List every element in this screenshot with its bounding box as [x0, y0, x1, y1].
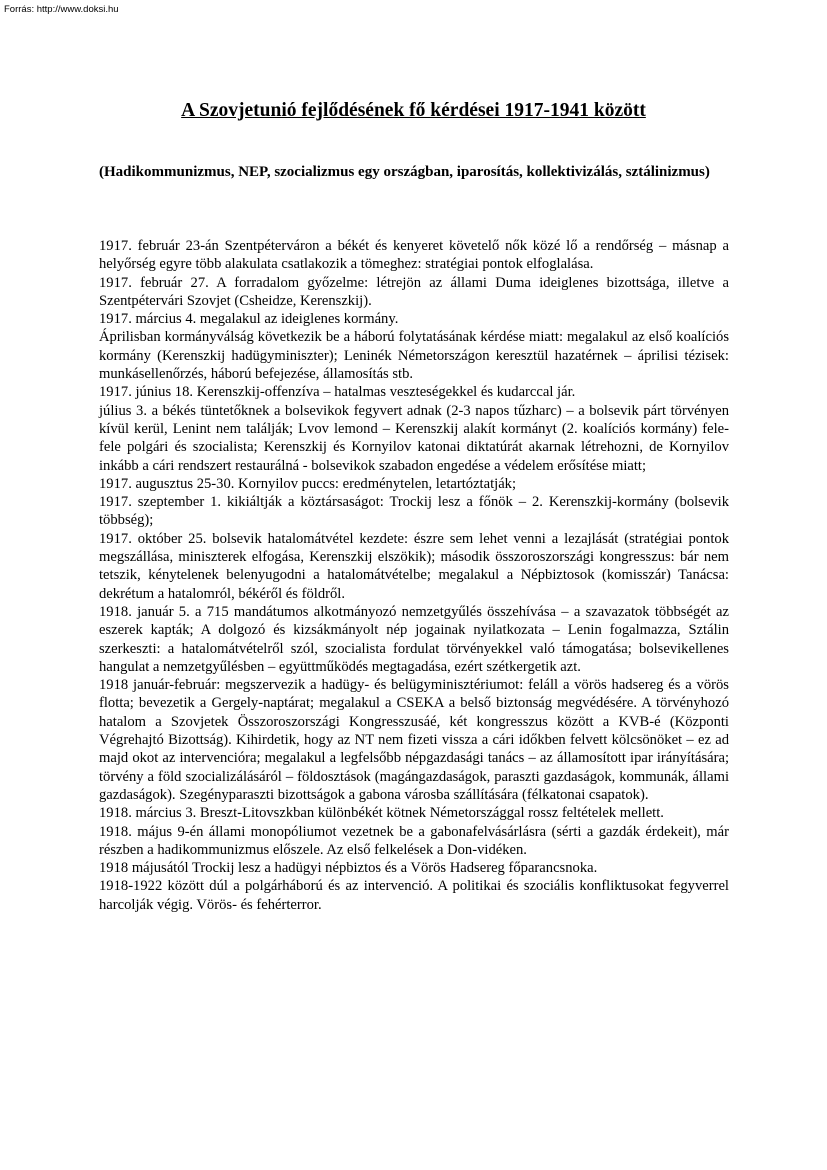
paragraph: Áprilisban kormányválság következik be a háború folytatásának kérdése miatt: megalakul az első koalíciós kormány (Kerenszkij hadügyminiszter); Leninék Németországon keresztül hazatérnek – áprilisi tézisek: munkásellenőrzés, háború befejezése, államosítás stb.	[99, 329, 729, 383]
paragraph: 1917. február 27. A forradalom győzelme: létrejön az állami Duma ideiglenes bizottsága, illetve a Szentpétervári Szovjet (Csheidze, Kerenszkij).	[99, 274, 729, 309]
paragraph: 1917. február 23-án Szentpéterváron a békét és kenyeret követelő nők közé lő a rendőrség – másnap a helyőrség egyre több alakulata csatlakozik a tömeghez: stratégiai pontok elfoglalása.	[99, 238, 729, 273]
paragraph: 1918-1922 között dúl a polgárháború és az intervenció. A politikai és szociális konfliktusokat fegyverrel harcolják végig. Vörös- és fehérterror.	[99, 878, 729, 913]
paragraph: 1918 január-február: megszervezik a hadügy- és belügyminisztériumot: feláll a vörös hadsereg és a vörös flotta; bevezetik a Gergely-naptárat; megalakul a CSEKA a belső biztonság megvédésére. A törvényhozó hatalom a Szovjetek Összoroszországi Kongresszusáé, két kongresszus között a KVB-é (Központi Végrehajtó Bizottság). Kihirdetik, hogy az NT nem fizeti vissza a cári időkben felvett kölcsönöket – ez ad majd okot az intervencióra; megalakul a legfelsőbb népgazdasági tanács – az államosított ipar irányítására; törvény a föld szocializálásáról – földosztások (magángazdaságok, paraszti gazdaságok, kommunák, állami gazdaságok). Szegényparaszti bizottságok a gabona városba szállítására (félkatonai csapatok).	[99, 677, 729, 803]
paragraph: 1918. március 3. Breszt-Litovszkban különbékét kötnek Németországgal rossz feltételek mellett.	[99, 805, 664, 822]
paragraph: 1918 májusától Trockij lesz a hadügyi népbiztos és a Vörös Hadsereg főparancsnoka.	[99, 860, 598, 877]
paragraph: 1917. március 4. megalakul az ideiglenes kormány.	[99, 311, 399, 328]
paragraph: 1917. október 25. bolsevik hatalomátvétel kezdete: észre sem lehet venni a lezajlását (stratégiai pontok megszállása, miniszterek elfogása, Kerenszkij elszökik); második összoroszországi kongresszus: bár nem tetszik, kénytelenek belenyugodni a hatalomátvételbe; megalakul a Népbiztosok (komisszár) Tanácsa: dekrétum a hatalomról, békéről és földről.	[99, 530, 729, 602]
paragraph: 1918. január 5. a 715 mandátumos alkotmányozó nemzetgyűlés összehívása – a szavazatok többségét az eszerek kapták; A dolgozó és kizsákmányolt nép jogainak nyilatkozata – Lenin fogalmazza, Sztálin szerkeszti: a hatalomátvételről szól, szocialista fordulat törvényekkel való támogatása; bolsevikellenes hangulat a nemzetgyűlésben – együttműködés megtagadása, ezért szétkergetik azt.	[99, 603, 729, 675]
document-body	[99, 237, 729, 914]
paragraph: 1917. június 18. Kerenszkij-offenzíva – hatalmas veszteségekkel és kudarccal jár.	[99, 384, 576, 401]
paragraph: 1917. augusztus 25-30. Kornyilov puccs: eredménytelen, letartóztatják;	[99, 475, 517, 492]
page-subtitle: (Hadikommunizmus, NEP, szocializmus egy országban, iparosítás, kollektivizálás, sztálinizmus)	[99, 164, 710, 180]
paragraph: július 3. a békés tüntetőknek a bolsevikok fegyvert adnak (2-3 napos tűzharc) – a bolsevik párt törvényen kívül kerül, Lenint nem találják; Lvov lemond – Kerenszkij alakít kormányt (2. koalíciós kormány) fele-fele polgári és szocialista; Kerenszkij és Kornyilov katonai diktatúrát akarnak létrehozni, de Kornyilov inkább a cári rendszert restaurálná - bolsevikok szabadon engedése a védelem erősítése miatt;	[99, 402, 729, 474]
paragraph: 1918. május 9-én állami monopóliumot vezetnek be a gabonafelvásárlásra (sérti a gazdák érdekeit), már részben a hadikommunizmus előszele. Az első felkelések a Don-vidéken.	[99, 823, 729, 858]
source-note: Forrás: http://www.doksi.hu	[4, 4, 119, 15]
page-title: A Szovjetunió fejlődésének fő kérdései 1917-1941 között	[181, 100, 646, 121]
paragraph: 1917. szeptember 1. kikiáltják a köztársaságot: Trockij lesz a főnök – 2. Kerenszkij-kormány (bolsevik többség);	[99, 494, 729, 529]
